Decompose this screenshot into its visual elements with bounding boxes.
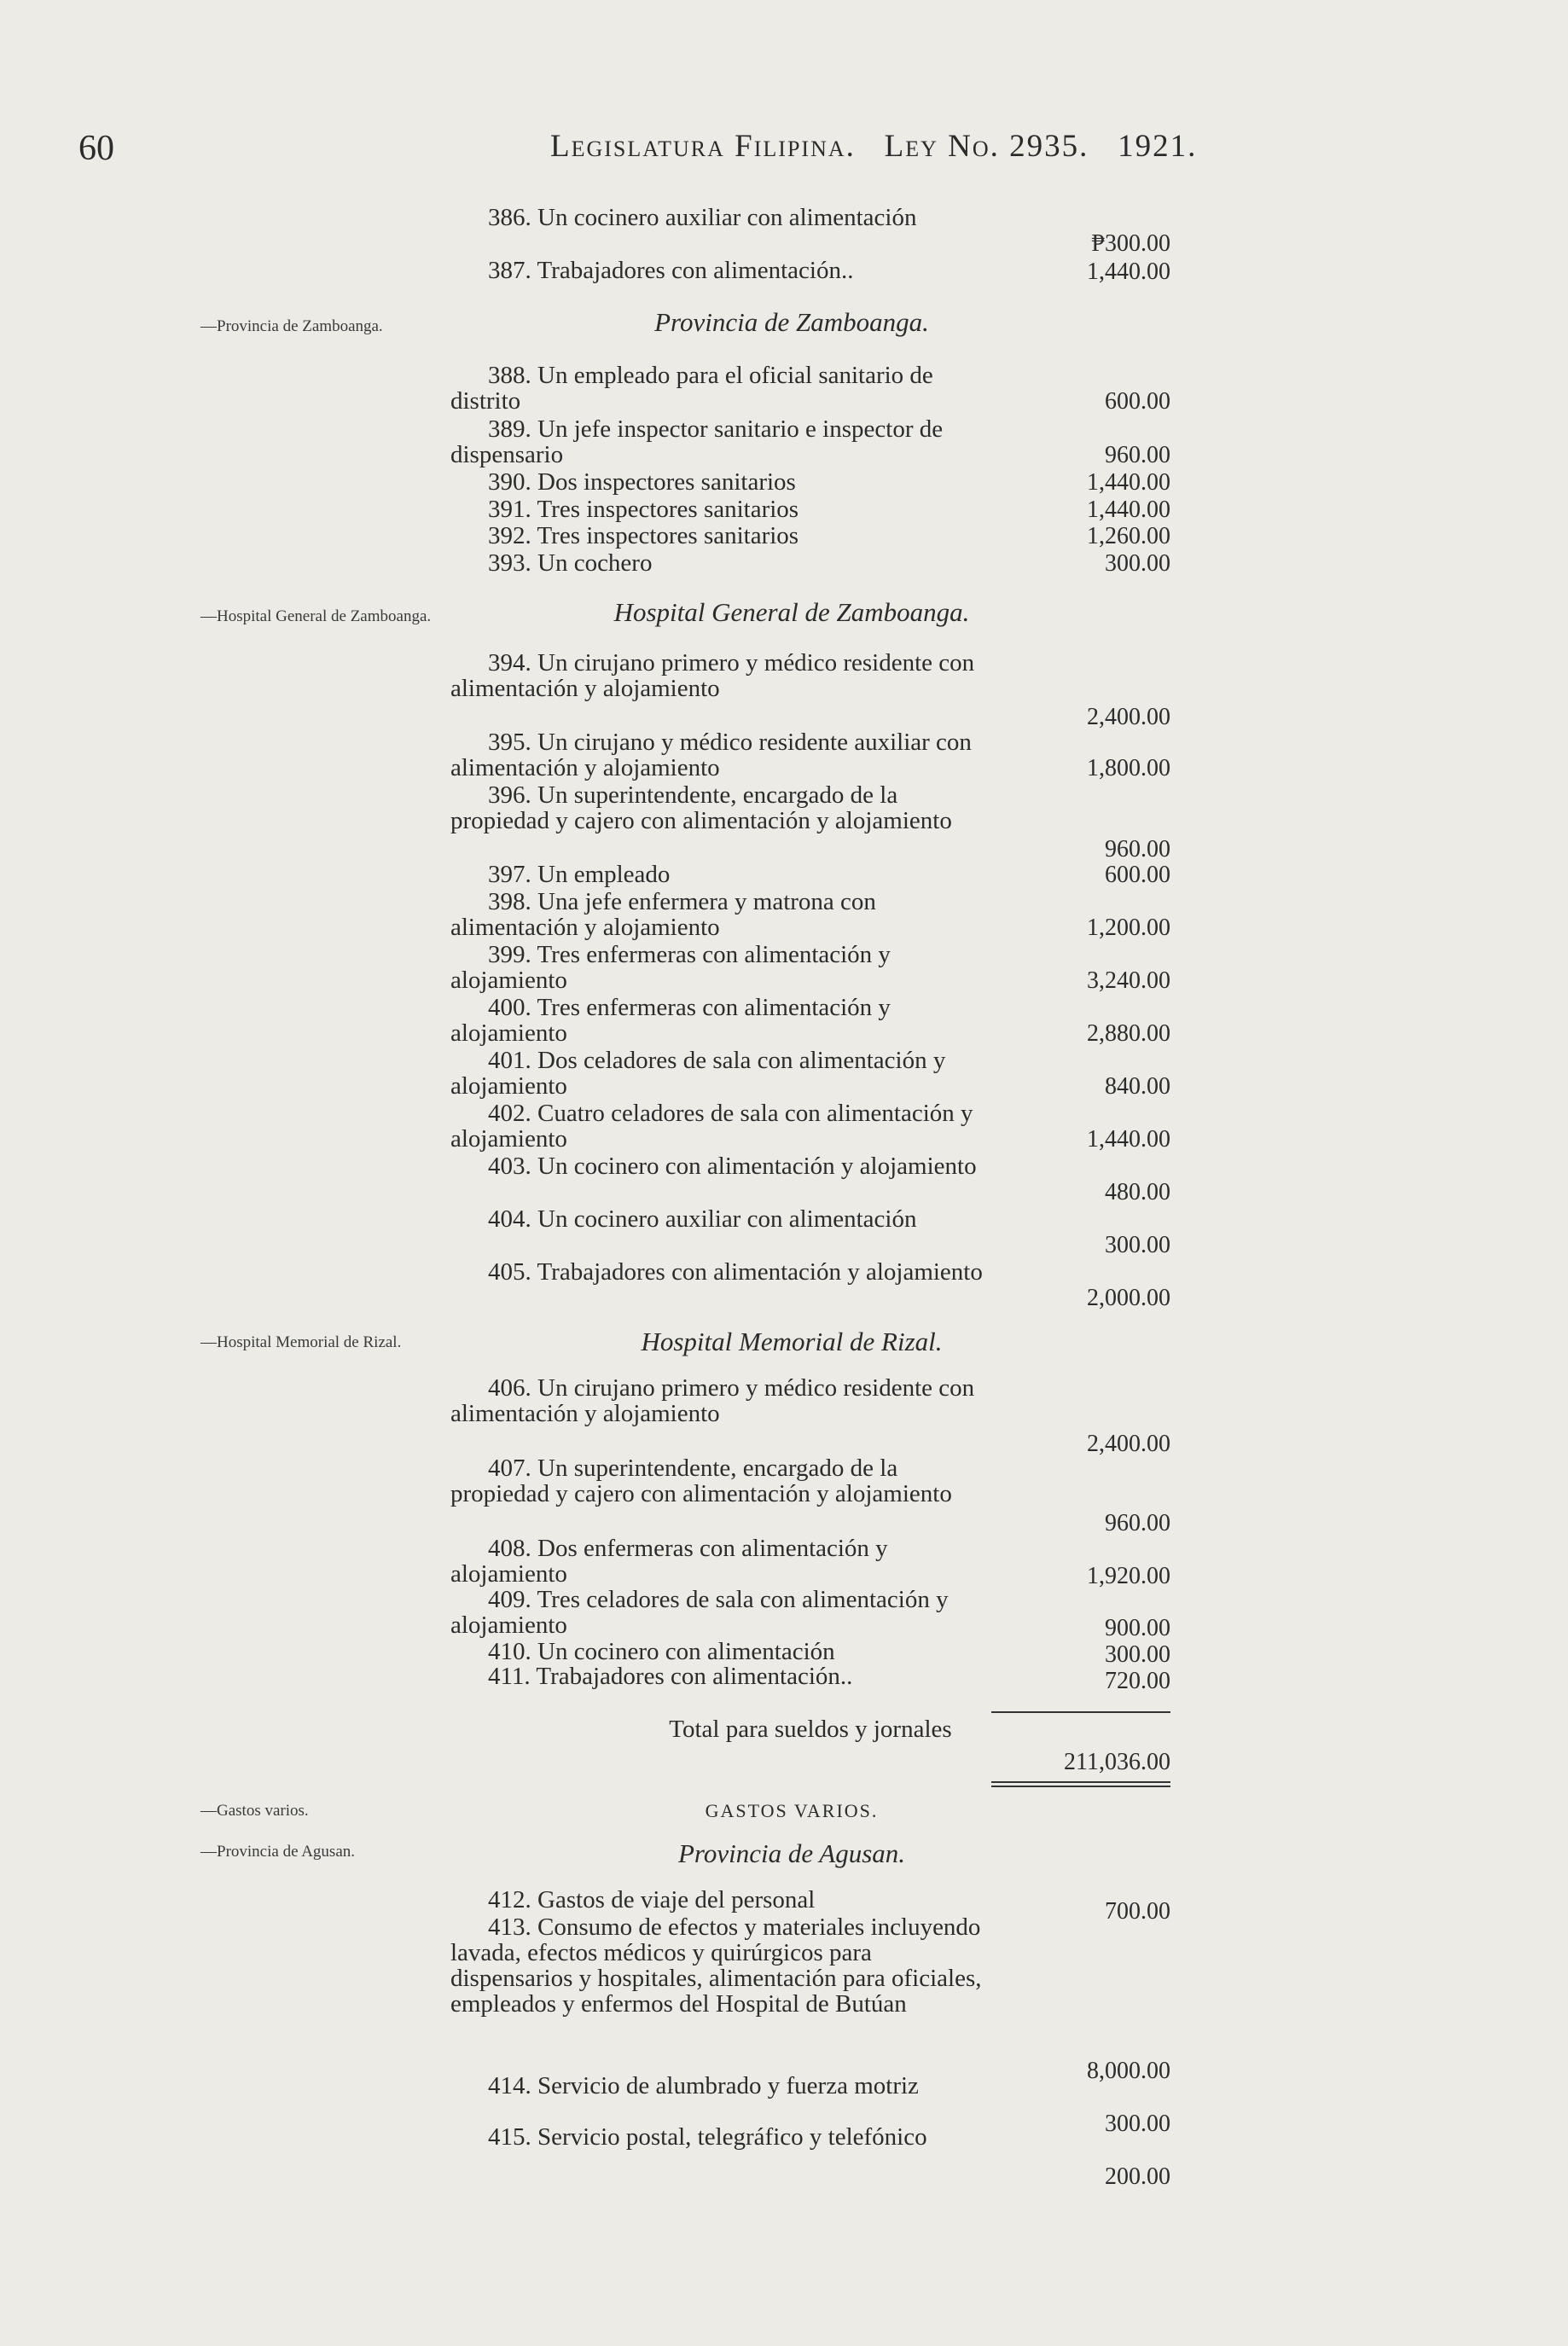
amount: 3,240.00: [1087, 967, 1170, 994]
list-item: 403. Un cocinero con alimentación y alojamiento: [488, 1153, 977, 1180]
list-item: 392. Tres inspectores sanitarios: [488, 522, 799, 549]
list-item: 408. Dos enfermeras con alimentación y alojamiento: [450, 1535, 888, 1588]
list-item: 398. Una jefe enfermera y matrona con alimentación y alojamiento: [450, 888, 876, 941]
amount: 1,440.00: [1087, 1126, 1170, 1153]
list-item: 386. Un cocinero auxiliar con alimentación: [488, 204, 917, 231]
margin-note-hospital-zamboanga: —Hospital General de Zamboanga.: [200, 607, 432, 625]
amount: 1,440.00: [1087, 496, 1170, 523]
amount: 600.00: [1105, 862, 1170, 888]
amount: 300.00: [1105, 550, 1170, 577]
amount: 8,000.00: [1087, 2058, 1170, 2084]
amount: 1,200.00: [1087, 915, 1170, 941]
amount: 600.00: [1105, 388, 1170, 415]
amount: 2,400.00: [1087, 1431, 1170, 1457]
running-head: [550, 128, 1197, 165]
amount: 2,880.00: [1087, 1020, 1170, 1047]
list-item: 415. Servicio postal, telegráfico y telefónico: [488, 2123, 927, 2151]
list-item: 411. Trabajadores con alimentación..: [488, 1663, 853, 1690]
list-item: 404. Un cocinero auxiliar con alimentación: [488, 1205, 917, 1233]
list-item: 406. Un cirujano primero y médico residente con alimentación y alojamiento: [450, 1374, 975, 1427]
margin-note-hospital-rizal: —Hospital Memorial de Rizal.: [200, 1333, 402, 1351]
amount: 200.00: [1105, 2163, 1170, 2190]
running-title: Legislatura Filipina.: [550, 129, 856, 164]
list-item: 414. Servicio de alumbrado y fuerza motriz: [488, 2072, 919, 2099]
list-item: 390. Dos inspectores sanitarios: [488, 468, 796, 496]
list-item: 397. Un empleado: [488, 861, 671, 888]
list-item: 391. Tres inspectores sanitarios: [488, 496, 799, 523]
list-item: 407. Un superintendente, encargado de la propiedad y cajero con alimentación y alojamiento: [450, 1455, 952, 1507]
section-heading-hospital-zamboanga: Hospital General de Zamboanga.: [613, 597, 970, 627]
list-item: 394. Un cirujano primero y médico residente con alimentación y alojamiento: [450, 649, 975, 702]
total-rule-bottom-1: [991, 1781, 1170, 1783]
section-heading-agusan: Provincia de Agusan.: [677, 1838, 906, 1868]
list-item: 389. Un jefe inspector sanitario e inspector de dispensario: [450, 415, 944, 468]
amount: 960.00: [1105, 442, 1170, 468]
list-item: 387. Trabajadores con alimentación..: [488, 257, 854, 284]
amount: 1,440.00: [1087, 258, 1170, 285]
year: 1921.: [1118, 129, 1198, 164]
amount: 720.00: [1105, 1668, 1170, 1694]
section-heading-gastos: GASTOS VARIOS.: [705, 1800, 879, 1821]
amount: 900.00: [1105, 1615, 1170, 1641]
total-rule-top: [991, 1711, 1170, 1713]
amount: 1,260.00: [1087, 523, 1170, 549]
margin-note-agusan: —Provincia de Agusan.: [200, 1843, 356, 1861]
list-item: 396. Un superintendente, encargado de la propiedad y cajero con alimentación y alojamiento: [450, 781, 952, 834]
list-item: 405. Trabajadores con alimentación y alojamiento: [488, 1258, 983, 1286]
section-heading-hospital-rizal: Hospital Memorial de Rizal.: [641, 1327, 943, 1356]
amount: 1,920.00: [1087, 1563, 1170, 1589]
amount: 1,800.00: [1087, 755, 1170, 781]
list-item: 395. Un cirujano y médico residente auxiliar con alimentación y alojamiento: [450, 729, 972, 781]
section-heading-zamboanga: Provincia de Zamboanga.: [654, 307, 929, 337]
amount: 840.00: [1105, 1073, 1170, 1100]
list-item: 412. Gastos de viaje del personal: [488, 1886, 816, 1913]
amount: ₱300.00: [1091, 230, 1170, 257]
amount: 1,440.00: [1087, 469, 1170, 496]
amount: 480.00: [1105, 1179, 1170, 1205]
total-amount: 211,036.00: [1064, 1749, 1170, 1775]
amount: 960.00: [1105, 836, 1170, 862]
list-item: 409. Tres celadores de sala con alimentación y alojamiento: [450, 1586, 949, 1639]
page-number: 60: [78, 129, 114, 168]
list-item: 401. Dos celadores de sala con alimentación y alojamiento: [450, 1047, 946, 1100]
amount: 300.00: [1105, 1641, 1170, 1668]
margin-note-gastos: —Gastos varios.: [200, 1802, 309, 1820]
list-item: 410. Un cocinero con alimentación: [488, 1638, 835, 1665]
amount: 700.00: [1105, 1898, 1170, 1925]
list-item: 413. Consumo de efectos y materiales incluyendo lavada, efectos médicos y quirúrgicos para dispensarios y hospitales, alimentación para oficiales, empleados y enfermos del Hospital de Butúan: [450, 1913, 982, 2018]
law-number: Ley No. 2935.: [884, 129, 1089, 164]
list-item: 399. Tres enfermeras con alimentación y alojamiento: [450, 941, 891, 994]
total-rule-bottom-2: [991, 1786, 1170, 1787]
amount: 2,000.00: [1087, 1285, 1170, 1311]
amount: 300.00: [1105, 2111, 1170, 2137]
list-item: 388. Un empleado para el oficial sanitario de distrito: [450, 362, 933, 415]
amount: 960.00: [1105, 1510, 1170, 1536]
amount: 300.00: [1105, 1232, 1170, 1258]
amount: 2,400.00: [1087, 704, 1170, 730]
list-item: 402. Cuatro celadores de sala con alimentación y alojamiento: [450, 1100, 973, 1153]
total-label: Total para sueldos y jornales: [669, 1716, 952, 1743]
list-item: 400. Tres enfermeras con alimentación y alojamiento: [450, 994, 891, 1047]
margin-note-zamboanga: —Provincia de Zamboanga.: [200, 317, 383, 335]
list-item: 393. Un cochero: [488, 549, 653, 577]
